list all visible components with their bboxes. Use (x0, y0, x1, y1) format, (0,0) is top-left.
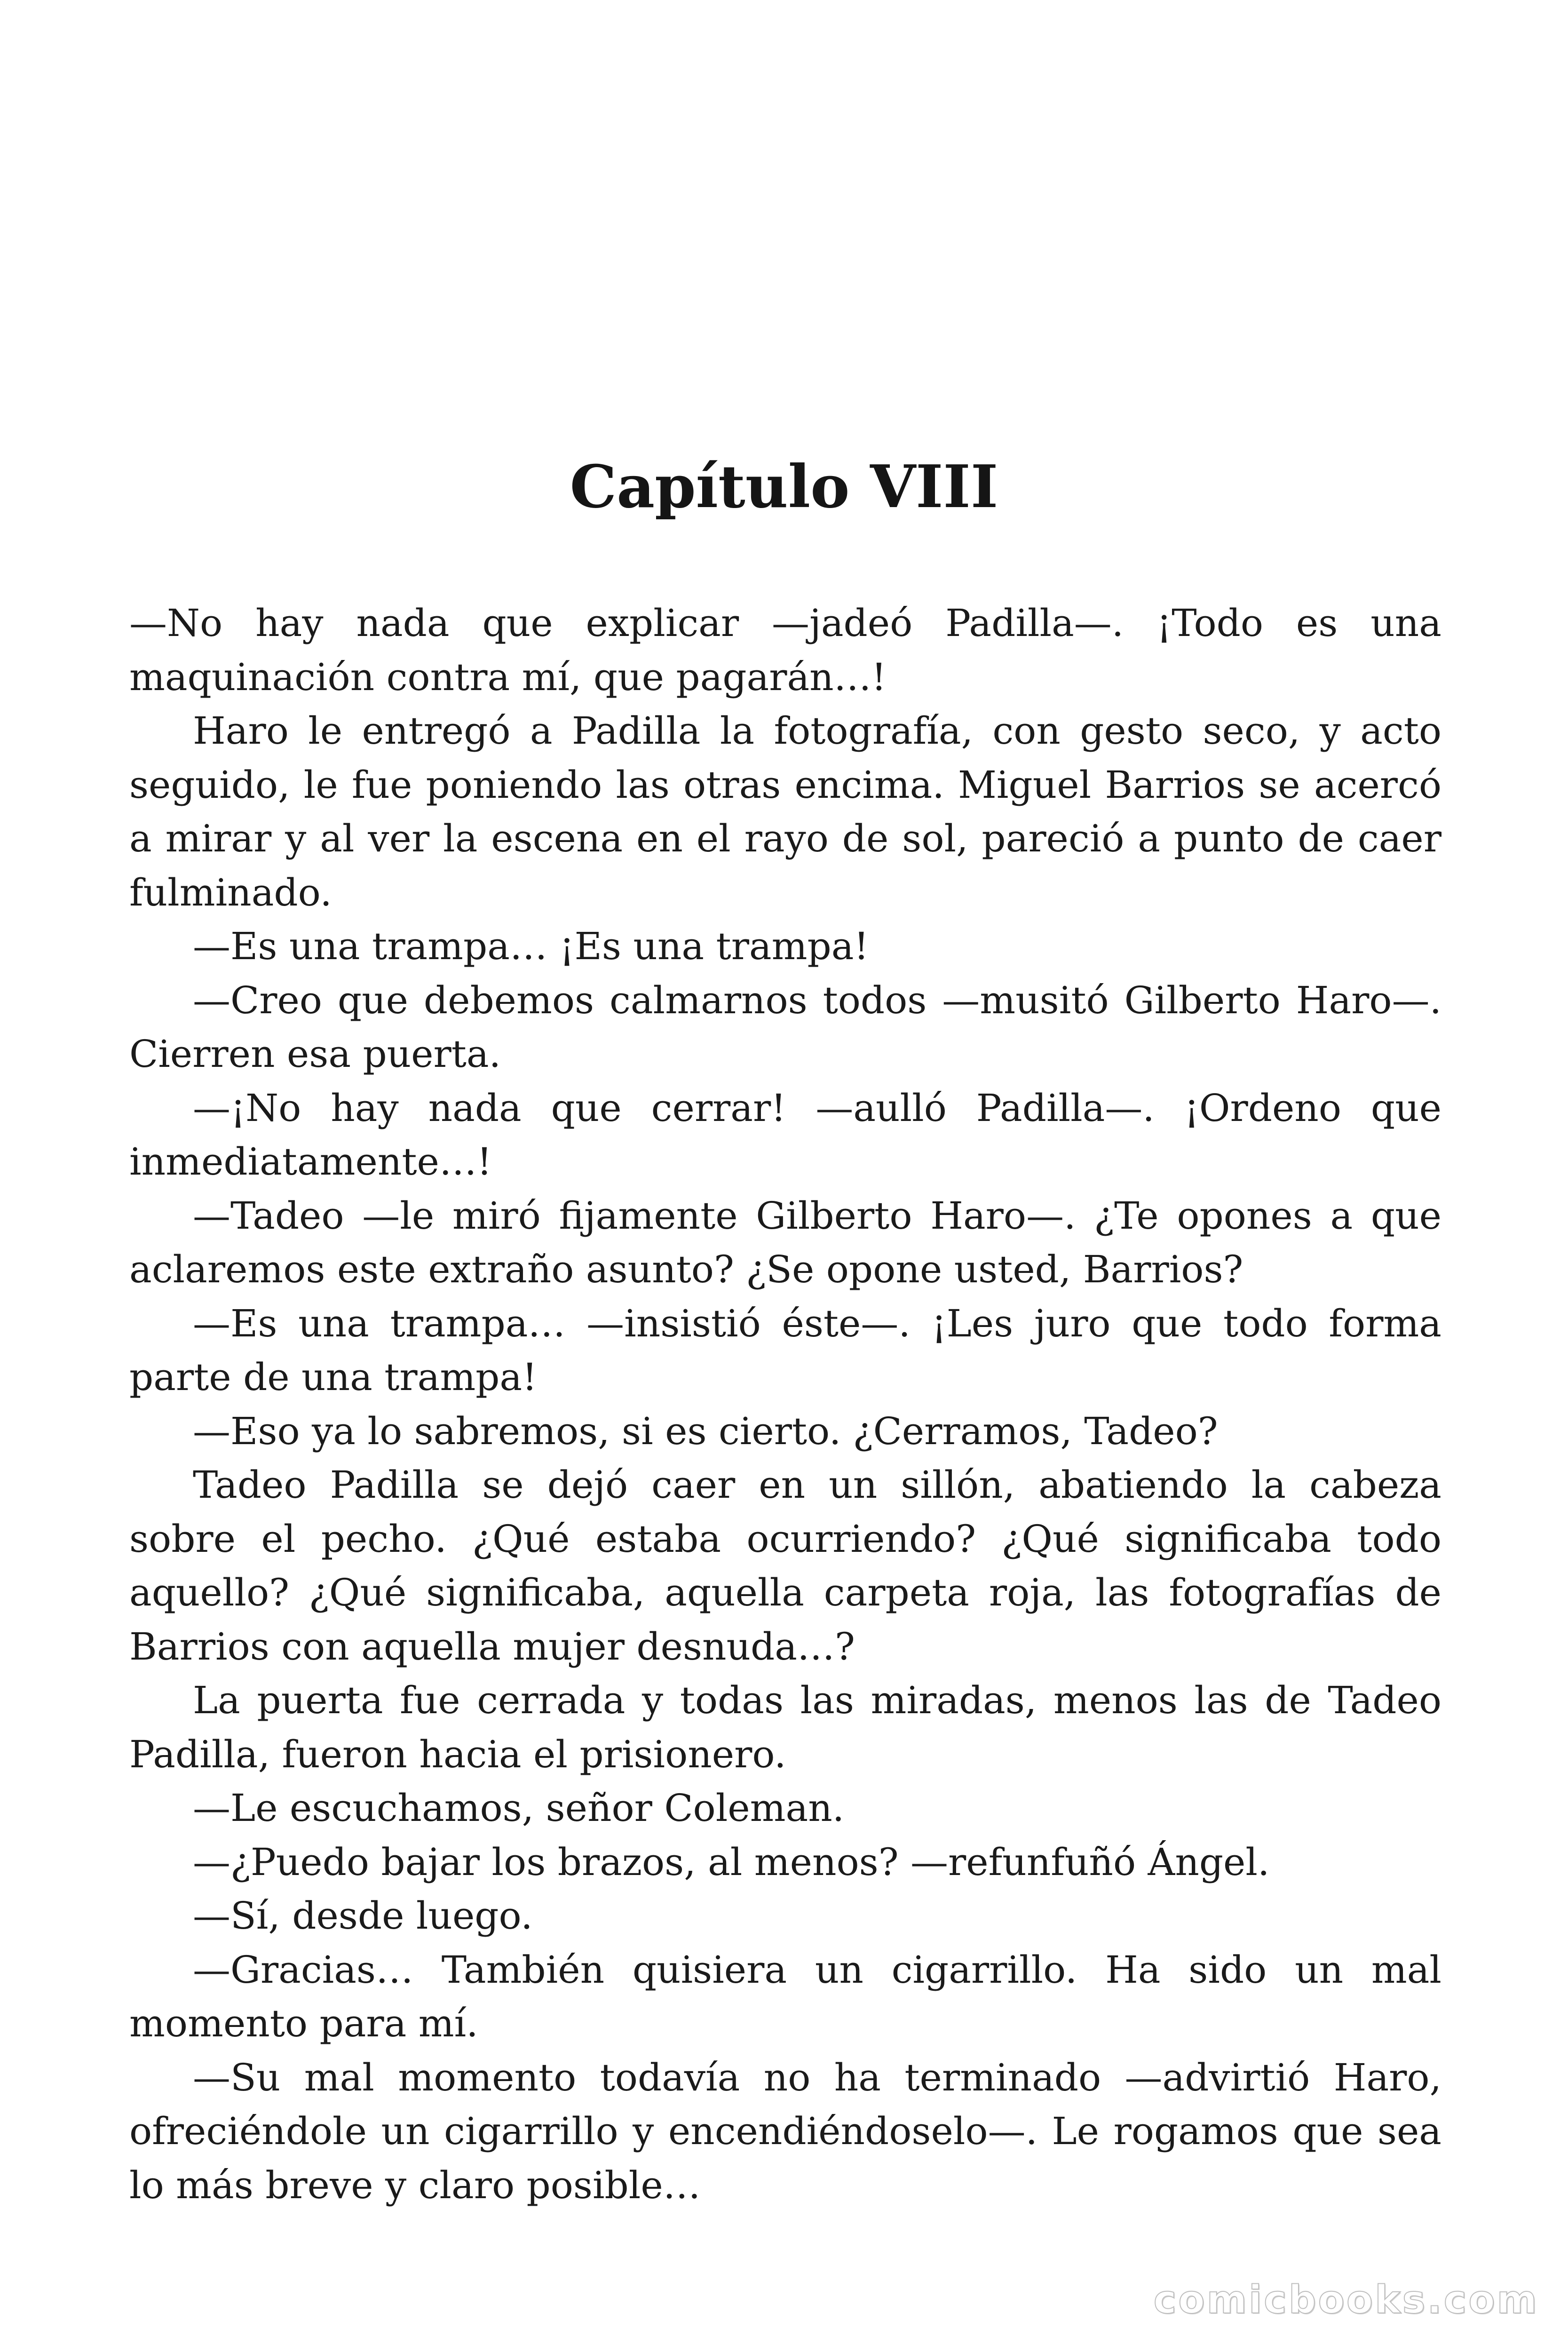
paragraph-9: Tadeo Padilla se dejó caer en un sillón, abatiendo la cabeza sobre el pecho. ¿Qué estaba ocurriendo? ¿Qué significaba todo aquello? ¿Qué significaba, aquella carpeta roja, las fotografías de Barrios con aquella mujer desnuda…? (129, 1463, 1441, 1669)
paragraph-10: La puerta fue cerrada y todas las miradas, menos las de Tadeo Padilla, fueron hacia el prisionero. (129, 1678, 1441, 1776)
paragraph-5: —¡No hay nada que cerrar! —aulló Padilla—. ¡Ordeno que inmediatamente…! (129, 1086, 1441, 1184)
paragraph-15: —Su mal momento todavía no ha terminado —advirtió Haro, ofreciéndole un cigarrillo y encendiéndoselo—. Le rogamos que sea lo más breve y claro posible… (129, 2055, 1441, 2207)
chapter-body (129, 596, 1441, 2212)
paragraph-7: —Es una trampa… —insistió éste—. ¡Les juro que todo forma parte de una trampa! (129, 1301, 1441, 1399)
paragraph-14: —Gracias… También quisiera un cigarrillo. Ha sido un mal momento para mí. (129, 1947, 1441, 2045)
chapter-title: Capítulo VIII (570, 453, 998, 521)
paragraph-11: —Le escuchamos, señor Coleman. (193, 1786, 845, 1830)
paragraph-12: —¿Puedo bajar los brazos, al menos? —refunfuñó Ángel. (193, 1840, 1270, 1884)
paragraph-2: Haro le entregó a Padilla la fotografía, con gesto seco, y acto seguido, le fue poniendo las otras encima. Miguel Barrios se acercó a mirar y al ver la escena en el rayo de sol, pareció a punto de caer fulminado. (129, 709, 1441, 914)
watermark: comicbooks.com (1153, 2278, 1539, 2322)
paragraph-8: —Eso ya lo sabremos, si es cierto. ¿Cerramos, Tadeo? (193, 1409, 1218, 1453)
paragraph-4: —Creo que debemos calmarnos todos —musitó Gilberto Haro—. Cierren esa puerta. (129, 978, 1441, 1076)
paragraph-6: —Tadeo —le miró fijamente Gilberto Haro—. ¿Te opones a que aclaremos este extraño asunto? ¿Se opone usted, Barrios? (129, 1193, 1441, 1291)
paragraph-13: —Sí, desde luego. (193, 1894, 533, 1938)
paragraph-1: —No hay nada que explicar —jadeó Padilla—. ¡Todo es una maquinación contra mí, que pagarán…! (129, 601, 1441, 699)
paragraph-3: —Es una trampa… ¡Es una trampa! (193, 924, 869, 968)
